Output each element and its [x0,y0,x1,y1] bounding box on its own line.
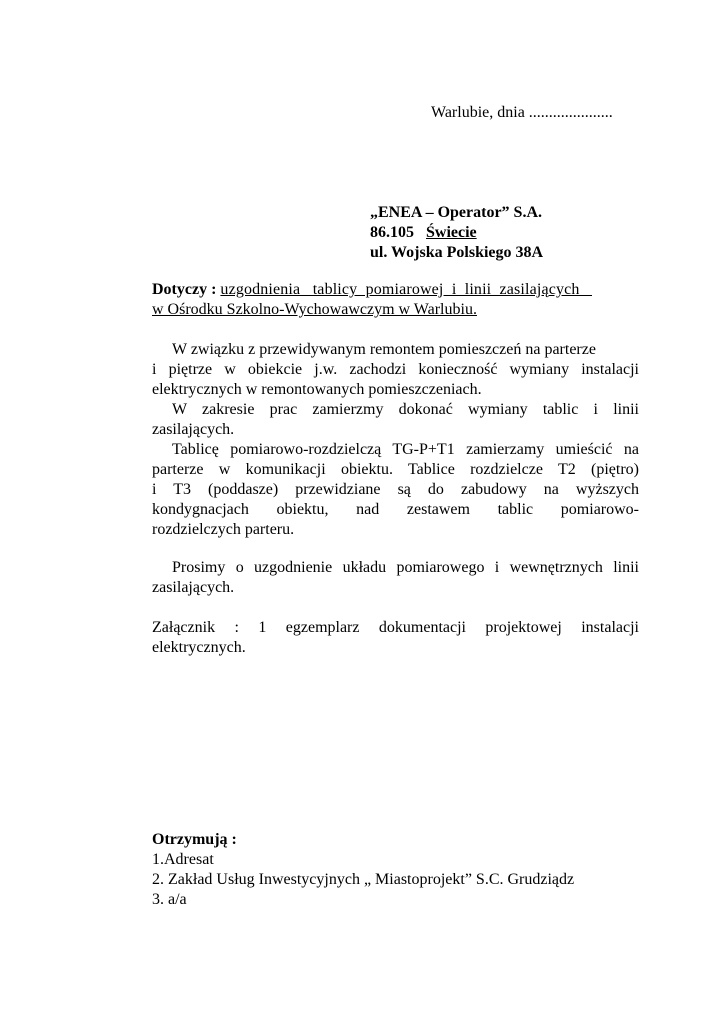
recipient-company: „ENEA – Operator” S.A. [370,204,542,221]
body-line: kondygnacjach obiektu, nad zestawem tablic pomiarowo- [152,501,639,518]
subject-text-1: uzgodnienia tablicy pomiarowej i linii zasilających [220,281,592,298]
subject-text-2: w Ośrodku Szkolno-Wychowawczym w Warlubiu. [152,301,477,318]
body-line: Tablicę pomiarowo-rozdzielczą TG-P+T1 zamierzamy umieścić na [172,441,639,458]
recipient-street: ul. Wojska Polskiego 38A [370,244,544,261]
distribution-item: 2. Zakład Usług Inwestycyjnych „ Miastoprojekt” S.C. Grudziądz [152,871,575,888]
distribution-title: Otrzymują : [152,831,237,848]
subject-label: Dotyczy : [152,281,217,298]
body-line: W związku z przewidywanym remontem pomieszczeń na parterze [172,341,596,358]
body-line: zasilających. [152,579,235,596]
body-line: elektrycznych w remontowanych pomieszczeniach. [152,381,482,398]
subject-line-1 [152,280,639,300]
attachment-line: Załącznik : 1 egzemplarz dokumentacji projektowej instalacji [152,619,639,636]
body-line: Prosimy o uzgodnienie układu pomiarowego i wewnętrznych linii [172,559,639,576]
body-line: zasilających. [152,421,235,438]
place-date: Warlubie, dnia ..................... [431,104,613,121]
body-line: i T3 (poddasze) przewidziane są do zabudowy na wyższych [152,481,639,498]
attachment-line: elektrycznych. [152,639,246,656]
distribution-item: 1.Adresat [152,851,214,868]
body-line: rozdzielczych parteru. [152,521,295,538]
recipient-city-line [370,224,477,242]
body-line: i piętrze w obiekcie j.w. zachodzi konieczność wymiany instalacji [152,361,639,378]
distribution-item: 3. a/a [152,891,187,908]
recipient-city: Świecie [426,224,477,241]
recipient-postal-code: 86.105 [370,224,414,241]
body-line: W zakresie prac zamierzmy dokonać wymiany tablic i linii [172,401,639,418]
body-line: parterze w komunikacji obiektu. Tablice rozdzielcze T2 (piętro) [152,461,639,478]
